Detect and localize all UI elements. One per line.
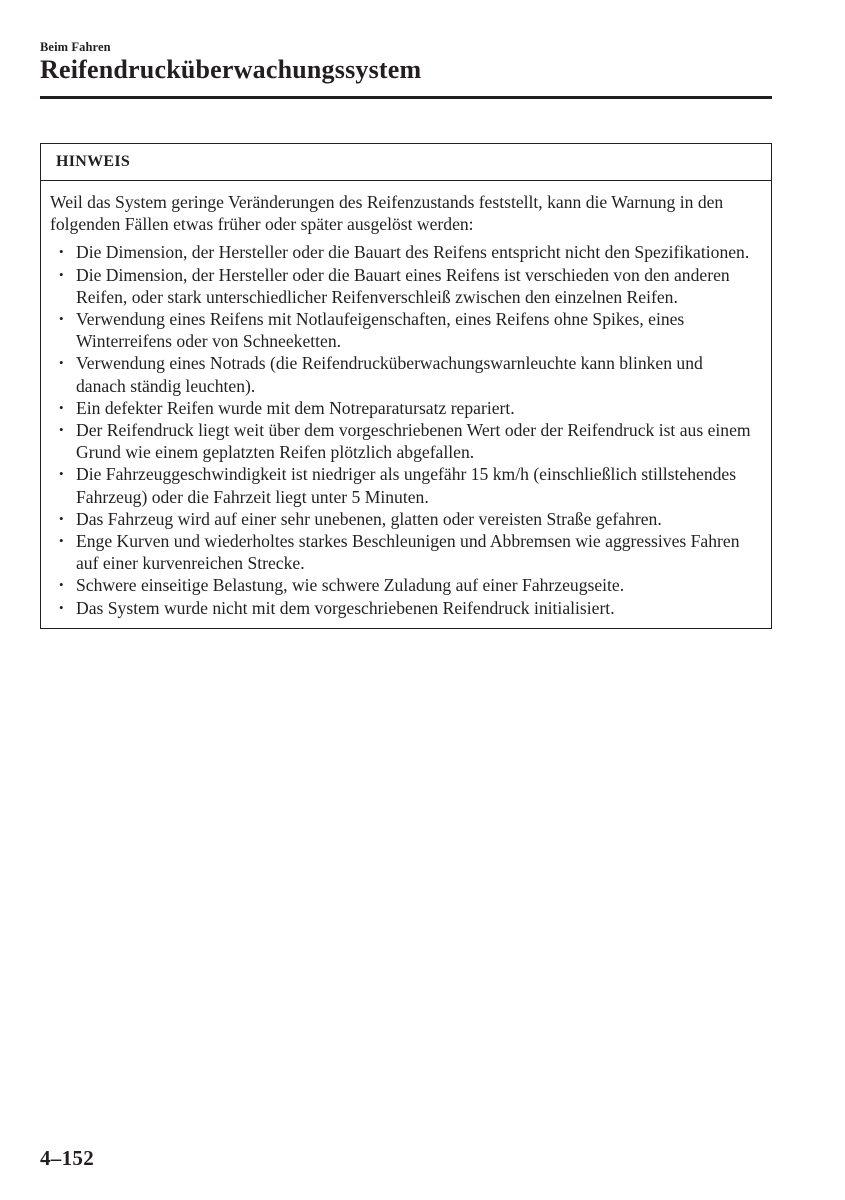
list-item-text: Das System wurde nicht mit dem vorgeschriebenen Reifendruck initialisiert. <box>76 597 615 618</box>
list-item <box>50 508 755 530</box>
section-label: Beim Fahren <box>40 40 111 54</box>
list-item <box>50 264 755 308</box>
list-item <box>50 241 755 263</box>
list-item <box>50 419 755 463</box>
page-number: 4–152 <box>40 1146 94 1170</box>
list-item <box>50 308 755 352</box>
bullet-icon: • <box>59 311 64 327</box>
list-item <box>50 352 755 396</box>
page-title: Reifendrucküberwachungssystem <box>40 55 422 84</box>
list-item <box>50 530 755 574</box>
bullet-icon: • <box>59 266 64 282</box>
bullet-icon: • <box>59 466 64 482</box>
list-item-text: Enge Kurven und wiederholtes starkes Beschleunigen und Abbremsen wie aggressives Fahren auf einer kurvenreichen Strecke. <box>76 531 740 574</box>
bullet-icon: • <box>59 422 64 438</box>
list-item <box>50 574 755 596</box>
list-item <box>50 463 755 507</box>
list-item-text: Ein defekter Reifen wurde mit dem Notreparatursatz repariert. <box>76 397 515 418</box>
bullet-icon: • <box>59 399 64 415</box>
list-item-text: Das Fahrzeug wird auf einer sehr unebenen, glatten oder vereisten Straße gefahren. <box>76 508 662 529</box>
list-item-text: Verwendung eines Notrads (die Reifendrucküberwachungswarnleuchte kann blinken und danach ständig leuchten). <box>76 353 703 396</box>
list-item-text: Verwendung eines Reifens mit Notlaufeigenschaften, eines Reifens ohne Spikes, eines Winterreifens oder von Schneeketten. <box>76 309 685 352</box>
title-rule <box>40 96 772 99</box>
list-item-text: Schwere einseitige Belastung, wie schwere Zuladung auf einer Fahrzeugseite. <box>76 575 625 596</box>
note-list <box>50 241 755 618</box>
list-item-text: Der Reifendruck liegt weit über dem vorgeschriebenen Wert oder der Reifendruck ist aus einem Grund wie einem geplatzten Reifen plötzlich abgefallen. <box>76 420 751 463</box>
bullet-icon: • <box>59 577 64 593</box>
bullet-icon: • <box>59 355 64 371</box>
list-item <box>50 597 755 619</box>
bullet-icon: • <box>59 244 64 260</box>
note-intro: Weil das System geringe Veränderungen des Reifenzustands feststellt, kann die Warnung in den folgenden Fällen etwas früher oder später ausgelöst werden: <box>50 192 724 235</box>
list-item <box>50 397 755 419</box>
note-heading: HINWEIS <box>41 144 771 181</box>
list-item-text: Die Dimension, der Hersteller oder die Bauart des Reifens entspricht nicht den Spezifikationen. <box>76 242 750 263</box>
note-box <box>40 143 772 629</box>
bullet-icon: • <box>59 510 64 526</box>
bullet-icon: • <box>59 533 64 549</box>
list-item-text: Die Dimension, der Hersteller oder die Bauart eines Reifens ist verschieden von den anderen Reifen, oder stark unterschiedlicher Reifenverschleiß zwischen den einzelnen Reifen. <box>76 264 730 307</box>
list-item-text: Die Fahrzeuggeschwindigkeit ist niedriger als ungefähr 15 km/h (einschließlich stillstehendes Fahrzeug) oder die Fahrzeit liegt unter 5 Minuten. <box>76 464 737 507</box>
note-body <box>41 181 771 628</box>
bullet-icon: • <box>59 599 64 615</box>
